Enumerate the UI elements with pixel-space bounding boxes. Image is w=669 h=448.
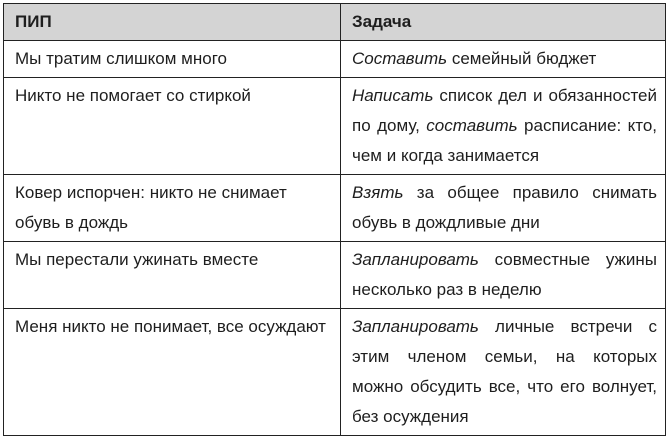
table-row bbox=[4, 242, 666, 309]
table-row bbox=[4, 175, 666, 242]
column-header-task: Задача bbox=[341, 4, 666, 41]
task-cell bbox=[341, 242, 666, 309]
task-text: расписание: кто, чем и когда занимается bbox=[352, 116, 657, 165]
task-cell bbox=[341, 175, 666, 242]
problem-cell: Мы перестали ужинать вместе bbox=[4, 242, 341, 309]
column-header-problem: ПИП bbox=[4, 4, 341, 41]
task-verb: Написать bbox=[352, 86, 434, 105]
task-verb: Запланировать bbox=[352, 317, 479, 336]
table-body bbox=[4, 41, 666, 436]
task-text: личные встречи с этим членом семьи, на которых можно обсудить все, что его волнует, без осуждения bbox=[352, 317, 657, 426]
problem-cell: Мы тратим слишком много bbox=[4, 41, 341, 78]
table-row bbox=[4, 41, 666, 78]
table-header-row bbox=[4, 4, 666, 41]
task-verb: составить bbox=[426, 116, 518, 135]
task-text: за общее правило снимать обувь в дождливые дни bbox=[352, 183, 657, 232]
problem-cell: Никто не помогает со стиркой bbox=[4, 78, 341, 175]
problem-cell: Меня никто не понимает, все осуждают bbox=[4, 309, 341, 436]
table-row bbox=[4, 309, 666, 436]
task-text: семейный бюджет bbox=[447, 49, 597, 68]
task-text: список дел и обязанностей по дому, bbox=[352, 86, 657, 135]
task-verb: Запланировать bbox=[352, 250, 479, 269]
task-cell bbox=[341, 41, 666, 78]
task-cell bbox=[341, 309, 666, 436]
task-cell bbox=[341, 78, 666, 175]
table-row bbox=[4, 78, 666, 175]
problem-cell: Ковер испорчен: никто не снимает обувь в дождь bbox=[4, 175, 341, 242]
task-verb: Составить bbox=[352, 49, 448, 68]
task-text: совместные ужины несколько раз в неделю bbox=[352, 250, 657, 299]
problem-task-table bbox=[3, 3, 666, 436]
task-verb: Взять bbox=[352, 183, 404, 202]
